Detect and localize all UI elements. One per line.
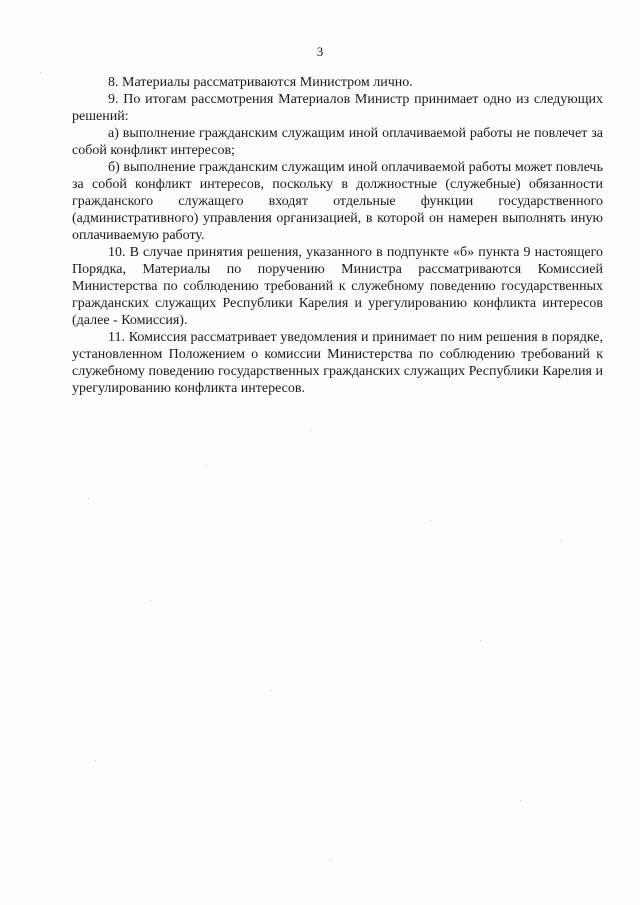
page-number: 3 xyxy=(316,44,324,59)
scan-speck xyxy=(430,520,431,521)
paragraph-10: 10. В случае принятия решения, указанного в подпункте «б» пункта 9 настоящего Порядка, Материалы по поручению Министра рассматриваются Комиссией Министерства по соблюдению требований к служебному поведению государственных гражданских служащих Республики Карелия и урегулированию конфликта интересов (далее - Комиссия). xyxy=(72,245,603,328)
scan-speck xyxy=(560,540,561,541)
scan-speck xyxy=(95,760,96,761)
paragraph-9a: а) выполнение гражданским служащим иной оплачиваемой работы не повлечет за собой конфликт интересов; xyxy=(72,126,603,158)
paragraph-11: 11. Комиссия рассматривает уведомления и принимает по ним решения в порядке, установленном Положением о комиссии Министерства по соблюдению требований к служебному поведению государственных гражданских служащих Республики Карелия и урегулированию конфликта интересов. xyxy=(72,330,603,396)
paragraph-8: 8. Материалы рассматриваются Министром лично. xyxy=(108,75,413,90)
scan-speck xyxy=(480,640,481,641)
document-body xyxy=(72,74,603,397)
scan-speck xyxy=(520,800,521,801)
scan-speck xyxy=(205,465,206,466)
scan-speck xyxy=(40,72,41,73)
scan-speck xyxy=(270,690,271,691)
scan-speck xyxy=(310,430,311,431)
paragraph-9: 9. По итогам рассмотрения Материалов Министр принимает одно из следующих решений: xyxy=(72,92,603,124)
scan-speck xyxy=(150,600,151,601)
scan-speck xyxy=(88,498,89,499)
scan-speck xyxy=(330,860,331,861)
paragraph-9b: б) выполнение гражданским служащим иной оплачиваемой работы может повлечь за собой конфликт интересов, поскольку в должностные (служебные) обязанности гражданского служащего входят отдельные функции государственного (административного) управления организацией, в которой он намерен выполнять иную оплачиваемую работу. xyxy=(72,160,603,243)
